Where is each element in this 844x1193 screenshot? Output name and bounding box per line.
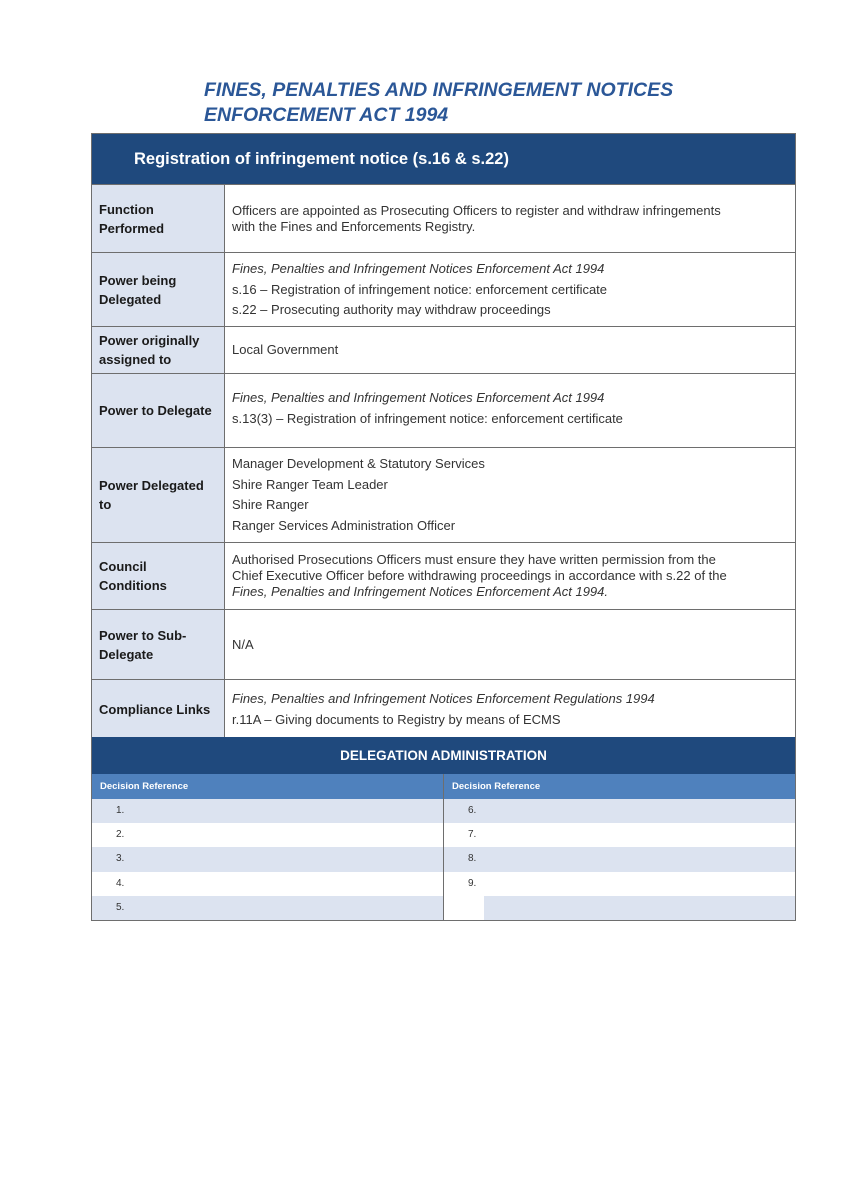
document-title-line-2: ENFORCEMENT ACT 1994: [204, 104, 449, 126]
decision-reference-cell-empty: [444, 896, 795, 920]
regulations-name: Fines, Penalties and Infringement Notices Enforcement Regulations 1994: [232, 691, 655, 707]
admin-row: [92, 847, 795, 871]
row-label: Power being Delegated: [92, 253, 225, 326]
assigned-value: Local Government: [232, 342, 339, 357]
decision-reference-cell: 1.: [92, 799, 444, 823]
conditions-line-2: Chief Executive Officer before withdrawing proceedings in accordance with s.22 of the: [232, 568, 727, 583]
admin-heading: DELEGATION ADMINISTRATION: [92, 737, 795, 774]
column-header-left: Decision Reference: [92, 774, 444, 799]
row-value: [225, 327, 795, 373]
row-value: [225, 448, 795, 542]
admin-row: [92, 872, 795, 896]
decision-reference-cell: 3.: [92, 847, 444, 871]
delegate-item: Manager Development & Statutory Services: [232, 456, 485, 472]
row-value: [225, 680, 795, 739]
function-text-line-2: with the Fines and Enforcements Registry.: [232, 218, 476, 234]
decision-reference-cell: 4.: [92, 872, 444, 896]
function-text-line-1: Officers are appointed as Prosecuting Officers to register and withdraw infringements: [232, 202, 721, 218]
delegation-table: [91, 133, 796, 740]
decision-reference-cell: 6.: [468, 805, 477, 816]
admin-row: [92, 896, 795, 920]
regulation-11a: r.11A – Giving documents to Registry by means of ECMS: [232, 711, 561, 727]
admin-column-headers: [92, 774, 795, 799]
delegation-administration-table: [91, 737, 796, 921]
column-header-right: Decision Reference: [452, 781, 541, 792]
row-power-to-delegate: [92, 374, 795, 448]
row-value: [225, 610, 795, 679]
row-label: Power originally assigned to: [92, 327, 225, 373]
delegate-item: Ranger Services Administration Officer: [232, 517, 456, 533]
row-label: Function Performed: [92, 185, 225, 252]
row-power-originally-assigned: [92, 327, 795, 374]
row-label: Compliance Links: [92, 680, 225, 739]
row-value: [225, 374, 795, 447]
decision-reference-cell: 8.: [468, 853, 477, 865]
row-label: Power Delegated to: [92, 448, 225, 542]
table-heading: Registration of infringement notice (s.16 & s.22): [92, 134, 795, 185]
decision-reference-cell: 7.: [468, 829, 477, 841]
conditions-line-3: Fines, Penalties and Infringement Notices Enforcement Act 1994.: [232, 584, 608, 599]
row-label: Power to Sub-Delegate: [92, 610, 225, 679]
empty-marker: [444, 896, 484, 920]
row-power-being-delegated: [92, 253, 795, 327]
row-label: Council Conditions: [92, 543, 225, 609]
section-13-3: s.13(3) – Registration of infringement notice: enforcement certificate: [232, 410, 623, 426]
section-16: s.16 – Registration of infringement notice: enforcement certificate: [232, 281, 608, 297]
row-power-to-sub-delegate: [92, 610, 795, 680]
row-value: [225, 253, 795, 326]
row-power-delegated-to: [92, 448, 795, 543]
act-name: Fines, Penalties and Infringement Notices Enforcement Act 1994: [232, 261, 605, 276]
row-value: [225, 543, 795, 609]
row-label: Power to Delegate: [92, 374, 225, 447]
decision-reference-cell: 2.: [92, 823, 444, 847]
row-council-conditions: [92, 543, 795, 610]
delegate-item: Shire Ranger: [232, 497, 309, 513]
decision-reference-cell: 5.: [92, 896, 444, 920]
admin-row: [92, 823, 795, 847]
section-22: s.22 – Prosecuting authority may withdraw proceedings: [232, 302, 551, 317]
decision-reference-cell: 9.: [468, 877, 477, 889]
document-title: [204, 78, 804, 128]
row-function-performed: [92, 185, 795, 253]
row-compliance-links: [92, 680, 795, 739]
sub-delegate-value: N/A: [232, 636, 254, 652]
delegate-item: Shire Ranger Team Leader: [232, 476, 388, 492]
act-name: Fines, Penalties and Infringement Notices Enforcement Act 1994: [232, 390, 605, 405]
document-title-line-1: FINES, PENALTIES AND INFRINGEMENT NOTICES: [204, 79, 674, 101]
conditions-line-1: Authorised Prosecutions Officers must ensure they have written permission from the: [232, 552, 716, 567]
admin-row: [92, 799, 795, 823]
row-value: [225, 185, 795, 252]
